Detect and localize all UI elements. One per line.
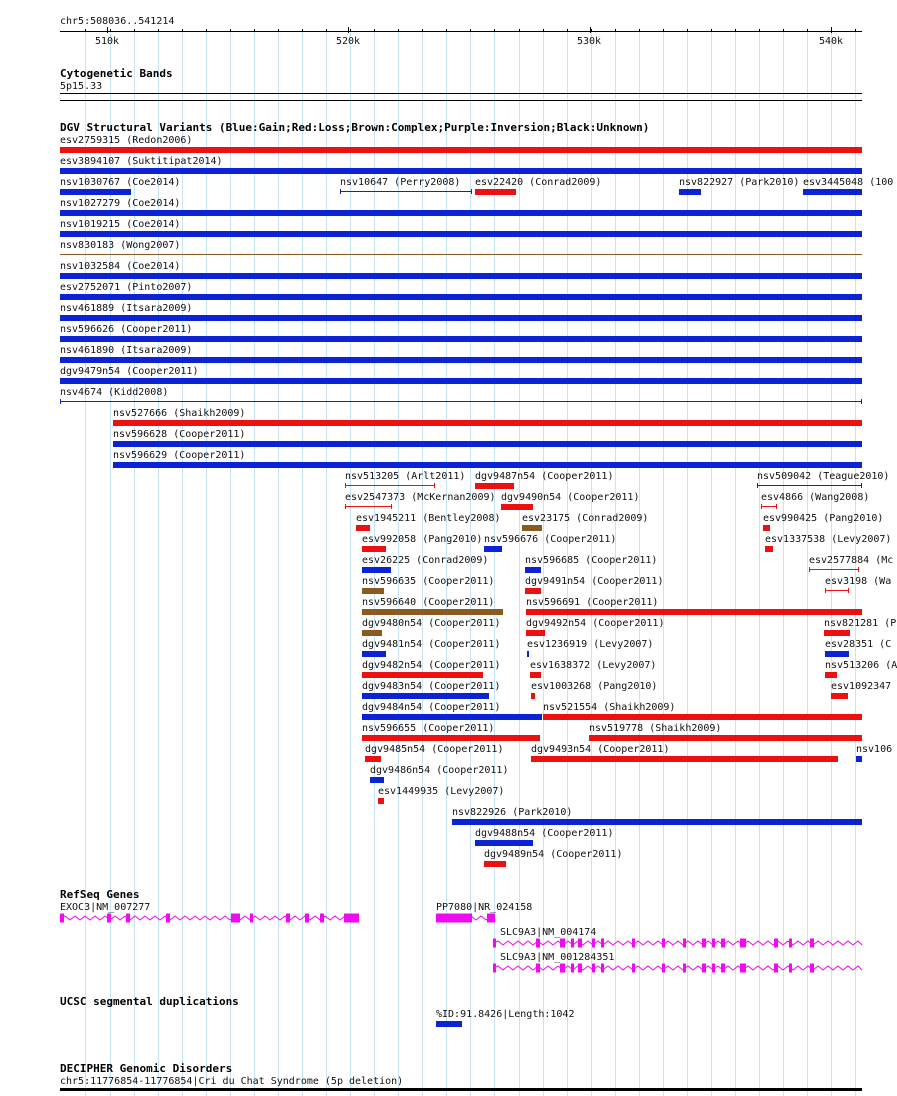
dgv-feature-bar[interactable] <box>113 462 862 468</box>
dgv-feature-bar[interactable] <box>475 840 533 846</box>
dgv-feature-label[interactable]: esv3445048 (100 <box>803 177 894 188</box>
gene-exon[interactable] <box>789 939 792 948</box>
gene-exon[interactable] <box>789 964 792 973</box>
dgv-feature-bar[interactable] <box>831 693 848 699</box>
dgv-feature-label[interactable]: dgv9490n54 (Cooper2011) <box>501 492 640 503</box>
ruler-tick <box>350 29 351 32</box>
dgv-feature-bar[interactable] <box>345 506 392 507</box>
dgv-feature-bar[interactable] <box>543 714 862 720</box>
gene-exon[interactable] <box>712 964 715 973</box>
segdup-label[interactable]: %ID:91.8426|Length:1042 <box>436 1009 575 1020</box>
dgv-feature-end <box>809 567 810 572</box>
ruler-label: 540k <box>819 36 844 47</box>
dgv-feature-label[interactable]: dgv9489n54 (Cooper2011) <box>484 849 623 860</box>
ruler-major-tick <box>831 27 832 33</box>
dgv-feature-bar[interactable] <box>113 441 862 447</box>
dgv-feature-label[interactable]: nsv461889 (Itsara2009) <box>60 303 193 314</box>
dgv-feature-end <box>340 189 341 194</box>
dgv-feature-label[interactable]: dgv9482n54 (Cooper2011) <box>362 660 501 671</box>
segdup-track-title[interactable]: UCSC segmental duplications <box>60 995 239 1008</box>
dgv-feature-label[interactable]: nsv596676 (Cooper2011) <box>484 534 617 545</box>
gene-label[interactable]: PP7080|NR_024158 <box>436 902 533 913</box>
dgv-feature-end <box>825 588 826 593</box>
gene-exon[interactable] <box>493 939 496 948</box>
ruler-tick <box>783 29 784 32</box>
dgv-feature-label[interactable]: nsv509042 (Teague2010) <box>757 471 890 482</box>
dgv-feature-bar[interactable] <box>60 273 862 279</box>
dgv-feature-bar[interactable] <box>362 672 483 678</box>
dgv-feature-bar[interactable] <box>113 420 862 426</box>
dgv-feature-label[interactable]: nsv596691 (Cooper2011) <box>526 597 659 608</box>
dgv-feature-bar[interactable] <box>757 485 862 486</box>
dgv-feature-bar[interactable] <box>525 567 541 573</box>
dgv-feature-bar[interactable] <box>60 357 862 363</box>
gene-exon[interactable] <box>305 914 309 923</box>
dgv-feature-bar[interactable] <box>60 231 862 237</box>
dgv-feature-bar[interactable] <box>501 504 533 510</box>
dgv-feature-label[interactable]: nsv519778 (Shaikh2009) <box>589 723 722 734</box>
gene-label[interactable]: SLC9A3|NM_004174 <box>500 927 597 938</box>
gene-exon[interactable] <box>683 964 686 973</box>
ruler-label: 530k <box>577 36 602 47</box>
dgv-feature-bar[interactable] <box>526 630 545 636</box>
ruler-tick <box>446 29 447 32</box>
gene-exon[interactable] <box>662 964 665 973</box>
ruler-tick <box>735 29 736 32</box>
dgv-feature-label[interactable]: dgv9488n54 (Cooper2011) <box>475 828 614 839</box>
dgv-feature-label[interactable]: esv1003268 (Pang2010) <box>531 681 658 692</box>
dgv-feature-label[interactable]: dgv9491n54 (Cooper2011) <box>525 576 664 587</box>
dgv-feature-end <box>861 399 862 404</box>
dgv-feature-label[interactable]: esv22420 (Conrad2009) <box>475 177 602 188</box>
dgv-feature-bar[interactable] <box>809 569 859 570</box>
ruler-tick <box>711 29 712 32</box>
gene-exon[interactable] <box>632 964 635 973</box>
ruler-tick <box>663 29 664 32</box>
dgv-feature-bar[interactable] <box>60 189 131 195</box>
gene-exon[interactable] <box>774 939 778 948</box>
dgv-feature-label[interactable]: esv2752071 (Pinto2007) <box>60 282 193 293</box>
dgv-feature-label[interactable]: esv2759315 (Redon2006) <box>60 135 193 146</box>
dgv-feature-bar[interactable] <box>362 735 540 741</box>
dgv-feature-bar[interactable] <box>530 672 541 678</box>
segdup-feature[interactable] <box>436 1021 462 1027</box>
gene-exon[interactable] <box>571 964 574 973</box>
ruler-tick <box>134 29 135 32</box>
dgv-feature-bar[interactable] <box>527 651 529 657</box>
gene-exon[interactable] <box>487 914 495 923</box>
gene-exon[interactable] <box>126 914 130 923</box>
dgv-feature-label[interactable]: esv28351 (C <box>825 639 892 650</box>
dgv-feature-label[interactable]: dgv9484n54 (Cooper2011) <box>362 702 501 713</box>
dgv-feature-end <box>848 588 849 593</box>
dgv-feature-label[interactable]: dgv9479n54 (Cooper2011) <box>60 366 199 377</box>
gene-label[interactable]: SLC9A3|NM_001284351 <box>500 952 615 963</box>
gene-exon[interactable] <box>571 939 574 948</box>
dgv-feature-label[interactable]: esv1449935 (Levy2007) <box>378 786 505 797</box>
dgv-feature-label[interactable]: esv1236919 (Levy2007) <box>527 639 654 650</box>
dgv-feature-label[interactable]: nsv513205 (Arlt2011) <box>345 471 466 482</box>
dgv-feature-label[interactable]: nsv1027279 (Coe2014) <box>60 198 181 209</box>
gene-exon[interactable] <box>578 939 582 948</box>
dgv-feature-label[interactable]: nsv596628 (Cooper2011) <box>113 429 246 440</box>
dgv-feature-label[interactable]: nsv822927 (Park2010) <box>679 177 800 188</box>
dgv-feature-bar[interactable] <box>589 735 862 741</box>
ruler-tick <box>615 29 616 32</box>
gene-exon[interactable] <box>774 964 778 973</box>
ruler-tick <box>543 29 544 32</box>
dgv-feature-label[interactable]: esv1945211 (Bentley2008) <box>356 513 501 524</box>
dgv-feature-bar[interactable] <box>340 191 472 192</box>
dgv-feature-bar[interactable] <box>825 672 837 678</box>
gene-intron[interactable] <box>60 916 359 920</box>
ruler-tick <box>278 29 279 32</box>
position-label: chr5:508036..541214 <box>60 16 175 27</box>
dgv-feature-bar[interactable] <box>365 756 381 762</box>
ruler-tick <box>398 29 399 32</box>
dgv-feature-label[interactable]: dgv9487n54 (Cooper2011) <box>475 471 614 482</box>
gene-intron[interactable] <box>493 966 862 970</box>
dgv-feature-bar[interactable] <box>679 189 701 195</box>
ruler-tick <box>254 29 255 32</box>
dgv-feature-label[interactable]: esv2577884 (Mc <box>809 555 894 566</box>
decipher-label[interactable]: chr5:11776854-11776854|Cri du Chat Syndrome (5p deletion) <box>60 1076 404 1087</box>
dgv-feature-label[interactable]: esv1337538 (Levy2007) <box>765 534 892 545</box>
dgv-feature-label[interactable]: nsv4674 (Kidd2008) <box>60 387 169 398</box>
dgv-feature-label[interactable]: esv1638372 (Levy2007) <box>530 660 657 671</box>
dgv-feature-label[interactable]: dgv9493n54 (Cooper2011) <box>531 744 670 755</box>
gene-exon[interactable] <box>740 964 746 973</box>
ruler-tick <box>470 29 471 32</box>
cytoband-bottom-line <box>60 100 862 101</box>
ruler-tick <box>85 29 86 32</box>
ruler-tick <box>326 29 327 32</box>
dgv-feature-label[interactable]: esv1092347 <box>831 681 892 692</box>
ruler-tick <box>206 29 207 32</box>
gene-exon[interactable] <box>702 939 706 948</box>
ruler-tick <box>182 29 183 32</box>
dgv-feature-end <box>391 504 392 509</box>
dgv-feature-label[interactable]: dgv9483n54 (Cooper2011) <box>362 681 501 692</box>
dgv-feature-label[interactable]: dgv9492n54 (Cooper2011) <box>526 618 665 629</box>
dgv-feature-bar[interactable] <box>362 546 386 552</box>
dgv-feature-label[interactable]: nsv596640 (Cooper2011) <box>362 597 495 608</box>
dgv-feature-bar[interactable] <box>60 147 862 153</box>
dgv-feature-label[interactable]: nsv596685 (Cooper2011) <box>525 555 658 566</box>
gene-exon[interactable] <box>810 939 814 948</box>
dgv-feature-end <box>761 504 762 509</box>
gene-exon[interactable] <box>721 964 725 973</box>
dgv-feature-bar[interactable] <box>825 590 849 591</box>
gene-exon[interactable] <box>662 939 665 948</box>
dgv-feature-bar[interactable] <box>60 336 862 342</box>
dgv-feature-bar[interactable] <box>362 588 384 594</box>
dgv-feature-bar[interactable] <box>825 651 849 657</box>
dgv-feature-bar[interactable] <box>763 525 770 531</box>
dgv-feature-bar[interactable] <box>531 693 535 699</box>
dgv-feature-end <box>345 483 346 488</box>
dgv-feature-bar[interactable] <box>60 294 862 300</box>
dgv-feature-end <box>345 504 346 509</box>
dgv-feature-label[interactable]: nsv596629 (Cooper2011) <box>113 450 246 461</box>
dgv-feature-label[interactable]: esv3894107 (Suktitipat2014) <box>60 156 223 167</box>
dgv-feature-bar[interactable] <box>370 777 384 783</box>
ruler-tick <box>494 29 495 32</box>
gene-exon[interactable] <box>601 939 604 948</box>
dgv-feature-label[interactable]: nsv106 <box>856 744 893 755</box>
ruler-tick <box>519 29 520 32</box>
dgv-feature-bar[interactable] <box>761 506 777 507</box>
dgv-feature-bar[interactable] <box>765 546 773 552</box>
dgv-feature-label[interactable]: nsv461890 (Itsara2009) <box>60 345 193 356</box>
dgv-feature-label[interactable]: dgv9486n54 (Cooper2011) <box>370 765 509 776</box>
gene-exon[interactable] <box>166 914 170 923</box>
gene-exon[interactable] <box>712 939 715 948</box>
gene-exon[interactable] <box>60 914 64 923</box>
dgv-feature-bar[interactable] <box>531 756 838 762</box>
dgv-feature-end <box>757 483 758 488</box>
ruler-tick <box>422 29 423 32</box>
dgv-feature-bar[interactable] <box>60 210 862 216</box>
gene-exon[interactable] <box>107 914 111 923</box>
dgv-feature-bar[interactable] <box>484 546 502 552</box>
dgv-feature-label[interactable]: nsv10647 (Perry2008) <box>340 177 461 188</box>
dgv-feature-bar[interactable] <box>345 485 435 486</box>
dgv-feature-bar[interactable] <box>362 651 386 657</box>
ruler-tick <box>591 29 592 32</box>
gene-exon[interactable] <box>578 964 582 973</box>
dgv-feature-label[interactable]: nsv821281 (P <box>824 618 897 629</box>
cytoband-label: 5p15.33 <box>60 81 103 92</box>
dgv-feature-label[interactable]: esv990425 (Pang2010) <box>763 513 884 524</box>
gene-exon[interactable] <box>740 939 746 948</box>
ruler-label: 520k <box>336 36 361 47</box>
ruler-tick <box>759 29 760 32</box>
dgv-feature-bar[interactable] <box>378 798 384 804</box>
ruler-major-tick <box>590 27 591 33</box>
decipher-track-title[interactable]: DECIPHER Genomic Disorders <box>60 1062 233 1075</box>
ruler-tick <box>230 29 231 32</box>
gene-exon[interactable] <box>250 914 253 923</box>
ruler-tick <box>110 29 111 32</box>
dgv-feature-label[interactable]: nsv513206 (A <box>825 660 897 671</box>
ruler-label: 510k <box>95 36 120 47</box>
dgv-feature-label[interactable]: esv992058 (Pang2010) <box>362 534 483 545</box>
gene-exon[interactable] <box>493 964 496 973</box>
dgv-feature-end <box>471 189 472 194</box>
cytoband-top-line <box>60 93 862 94</box>
dgv-feature-label[interactable]: nsv596655 (Cooper2011) <box>362 723 495 734</box>
dgv-feature-bar[interactable] <box>484 861 506 867</box>
dgv-track-title[interactable]: DGV Structural Variants (Blue:Gain;Red:Loss;Brown:Complex;Purple:Inversion;Black:Unknown) <box>60 121 650 134</box>
dgv-feature-bar[interactable] <box>475 483 514 489</box>
dgv-feature-label[interactable]: nsv1032584 (Coe2014) <box>60 261 181 272</box>
gene-exon[interactable] <box>536 964 540 973</box>
gene-exon[interactable] <box>592 939 595 948</box>
dgv-feature-bar[interactable] <box>60 401 862 402</box>
dgv-feature-bar[interactable] <box>362 714 542 720</box>
gene-exon[interactable] <box>286 914 290 923</box>
gene-exon[interactable] <box>320 914 324 923</box>
ruler-tick <box>639 29 640 32</box>
gene-exon[interactable] <box>592 964 595 973</box>
dgv-feature-bar[interactable] <box>475 189 516 195</box>
dgv-feature-end <box>861 483 862 488</box>
dgv-feature-label[interactable]: nsv1030767 (Coe2014) <box>60 177 181 188</box>
dgv-feature-label[interactable]: esv23175 (Conrad2009) <box>522 513 649 524</box>
dgv-feature-bar[interactable] <box>60 168 862 174</box>
dgv-feature-bar[interactable] <box>824 630 850 636</box>
dgv-feature-label[interactable]: esv26225 (Conrad2009) <box>362 555 489 566</box>
gene-exon[interactable] <box>683 939 686 948</box>
gene-label[interactable]: EXOC3|NM_007277 <box>60 902 151 913</box>
dgv-feature-label[interactable]: nsv830183 (Wong2007) <box>60 240 181 251</box>
dgv-feature-label[interactable]: nsv822926 (Park2010) <box>452 807 573 818</box>
dgv-feature-label[interactable]: nsv596626 (Cooper2011) <box>60 324 193 335</box>
cytoband-track-title[interactable]: Cytogenetic Bands <box>60 67 173 80</box>
dgv-feature-label[interactable]: esv2547373 (McKernan2009) <box>345 492 496 503</box>
dgv-feature-label[interactable]: esv4866 (Wang2008) <box>761 492 870 503</box>
ruler-major-tick <box>107 27 108 33</box>
dgv-feature-label[interactable]: nsv596635 (Cooper2011) <box>362 576 495 587</box>
dgv-feature-bar[interactable] <box>362 693 489 699</box>
gene-exon[interactable] <box>560 964 565 973</box>
dgv-feature-bar[interactable] <box>362 609 503 615</box>
dgv-feature-end <box>858 567 859 572</box>
ruler-tick <box>158 29 159 32</box>
dgv-feature-bar[interactable] <box>362 630 382 636</box>
gene-exon[interactable] <box>436 914 472 923</box>
dgv-feature-label[interactable]: nsv1019215 (Coe2014) <box>60 219 181 230</box>
dgv-feature-bar[interactable] <box>60 378 862 384</box>
decipher-feature[interactable] <box>60 1088 862 1091</box>
gene-exon[interactable] <box>702 964 706 973</box>
dgv-feature-bar[interactable] <box>362 567 391 573</box>
dgv-feature-label[interactable]: esv3198 (Wa <box>825 576 892 587</box>
dgv-feature-label[interactable]: nsv527666 (Shaikh2009) <box>113 408 246 419</box>
dgv-feature-bar[interactable] <box>60 315 862 321</box>
gene-intron[interactable] <box>493 941 862 945</box>
dgv-feature-bar[interactable] <box>60 254 862 255</box>
gene-exon[interactable] <box>560 939 565 948</box>
gene-exon[interactable] <box>231 914 240 923</box>
gene-exon[interactable] <box>810 964 814 973</box>
dgv-feature-bar[interactable] <box>856 756 862 762</box>
gene-exon[interactable] <box>536 939 540 948</box>
ruler-major-tick <box>348 27 349 33</box>
dgv-feature-end <box>776 504 777 509</box>
dgv-feature-bar[interactable] <box>522 525 542 531</box>
ruler-tick <box>807 29 808 32</box>
refseq-track-title[interactable]: RefSeq Genes <box>60 888 140 901</box>
dgv-feature-label[interactable]: dgv9485n54 (Cooper2011) <box>365 744 504 755</box>
dgv-feature-end <box>60 399 61 404</box>
ruler-tick <box>567 29 568 32</box>
dgv-feature-end <box>434 483 435 488</box>
dgv-feature-label[interactable]: dgv9481n54 (Cooper2011) <box>362 639 501 650</box>
dgv-feature-label[interactable]: nsv521554 (Shaikh2009) <box>543 702 676 713</box>
gene-exon[interactable] <box>601 964 604 973</box>
ruler-axis <box>60 31 862 32</box>
gene-exon[interactable] <box>632 939 635 948</box>
dgv-feature-bar[interactable] <box>525 588 541 594</box>
dgv-feature-bar[interactable] <box>356 525 370 531</box>
gene-exon[interactable] <box>344 914 359 923</box>
ruler-tick <box>855 29 856 32</box>
dgv-feature-bar[interactable] <box>452 819 862 825</box>
dgv-feature-label[interactable]: dgv9480n54 (Cooper2011) <box>362 618 501 629</box>
dgv-feature-bar[interactable] <box>526 609 862 615</box>
ruler-tick <box>687 29 688 32</box>
gene-exon[interactable] <box>721 939 725 948</box>
ruler-tick <box>302 29 303 32</box>
dgv-feature-bar[interactable] <box>803 189 862 195</box>
ruler-tick <box>374 29 375 32</box>
gene-models[interactable] <box>0 908 890 978</box>
